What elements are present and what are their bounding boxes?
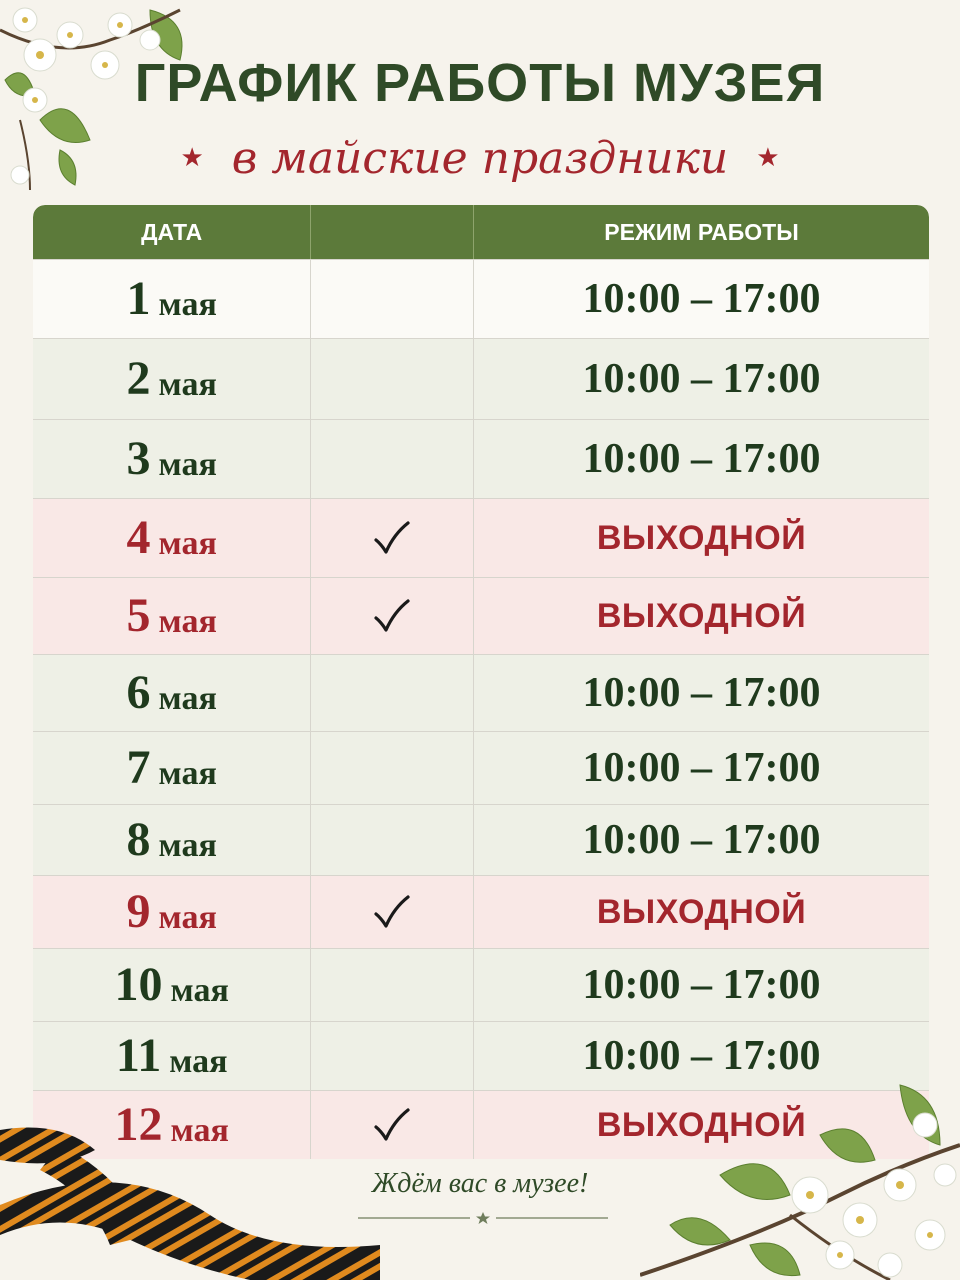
page-title: ГРАФИК РАБОТЫ МУЗЕЯ — [134, 53, 826, 113]
footer-divider — [358, 1212, 608, 1224]
day-off-label: ВЫХОДНОЙ — [473, 578, 929, 654]
day-off-label: ВЫХОДНОЙ — [473, 1091, 929, 1159]
day-number: 1 — [126, 272, 151, 325]
mark-cell — [310, 732, 473, 804]
month-label: мая — [158, 366, 217, 403]
schedule-table — [33, 205, 929, 1159]
opening-hours: 10:00 – 17:00 — [473, 732, 929, 804]
month-label: мая — [158, 603, 217, 640]
page-subtitle: в майские праздники — [231, 132, 729, 184]
month-label: мая — [158, 286, 217, 323]
mark-cell — [310, 805, 473, 875]
mark-cell — [310, 578, 473, 654]
date-cell — [33, 499, 310, 577]
mark-cell — [310, 420, 473, 498]
day-off-label: ВЫХОДНОЙ — [473, 876, 929, 948]
mark-cell — [310, 339, 473, 419]
date-cell — [33, 339, 310, 419]
day-number: 8 — [126, 813, 151, 866]
day-number: 4 — [126, 511, 151, 564]
day-number: 5 — [126, 589, 151, 642]
table-row — [33, 804, 929, 875]
day-number: 12 — [114, 1098, 163, 1151]
table-row — [33, 338, 929, 419]
date-cell — [33, 949, 310, 1021]
mark-cell — [310, 876, 473, 948]
date-cell — [33, 876, 310, 948]
date-cell — [33, 260, 310, 338]
table-row — [33, 948, 929, 1021]
table-row — [33, 259, 929, 338]
month-label: мая — [170, 1112, 229, 1149]
table-row — [33, 731, 929, 804]
footer-text: Ждём вас в музее! — [371, 1168, 589, 1199]
month-label: мая — [158, 899, 217, 936]
opening-hours: 10:00 – 17:00 — [473, 805, 929, 875]
opening-hours: 10:00 – 17:00 — [473, 339, 929, 419]
header-mark — [310, 205, 473, 259]
table-body — [33, 259, 929, 1159]
day-number: 7 — [126, 741, 151, 794]
mark-cell — [310, 949, 473, 1021]
table-row — [33, 654, 929, 731]
table-row — [33, 498, 929, 577]
mark-cell — [310, 1022, 473, 1090]
month-label: мая — [158, 525, 217, 562]
subtitle-row — [0, 128, 960, 188]
table-row — [33, 577, 929, 654]
opening-hours: 10:00 – 17:00 — [473, 1022, 929, 1090]
checkmark-icon — [372, 520, 412, 556]
checkmark-icon — [372, 894, 412, 930]
mark-cell — [310, 655, 473, 731]
month-label: мая — [158, 446, 217, 483]
star-icon: ★ — [180, 143, 204, 172]
opening-hours: 10:00 – 17:00 — [473, 420, 929, 498]
date-cell — [33, 732, 310, 804]
mark-cell — [310, 499, 473, 577]
day-number: 6 — [126, 666, 151, 719]
date-cell — [33, 420, 310, 498]
table-row — [33, 419, 929, 498]
opening-hours: 10:00 – 17:00 — [473, 949, 929, 1021]
checkmark-icon — [372, 598, 412, 634]
day-number: 9 — [126, 885, 151, 938]
month-label: мая — [158, 680, 217, 717]
day-off-label: ВЫХОДНОЙ — [473, 499, 929, 577]
month-label: мая — [158, 827, 217, 864]
day-number: 2 — [126, 352, 151, 405]
header-hours: РЕЖИМ РАБОТЫ — [473, 205, 929, 259]
day-number: 11 — [115, 1029, 162, 1082]
date-cell — [33, 1022, 310, 1090]
day-number: 10 — [114, 958, 163, 1011]
date-cell — [33, 578, 310, 654]
table-header — [33, 205, 929, 259]
table-row — [33, 875, 929, 948]
day-number: 3 — [126, 432, 151, 485]
date-cell — [33, 655, 310, 731]
header-date: ДАТА — [141, 218, 203, 245]
opening-hours: 10:00 – 17:00 — [473, 260, 929, 338]
month-label: мая — [158, 755, 217, 792]
date-cell — [33, 805, 310, 875]
mark-cell — [310, 260, 473, 338]
month-label: мая — [170, 972, 229, 1009]
month-label: мая — [169, 1043, 228, 1080]
star-icon: ★ — [756, 143, 780, 172]
opening-hours: 10:00 – 17:00 — [473, 655, 929, 731]
